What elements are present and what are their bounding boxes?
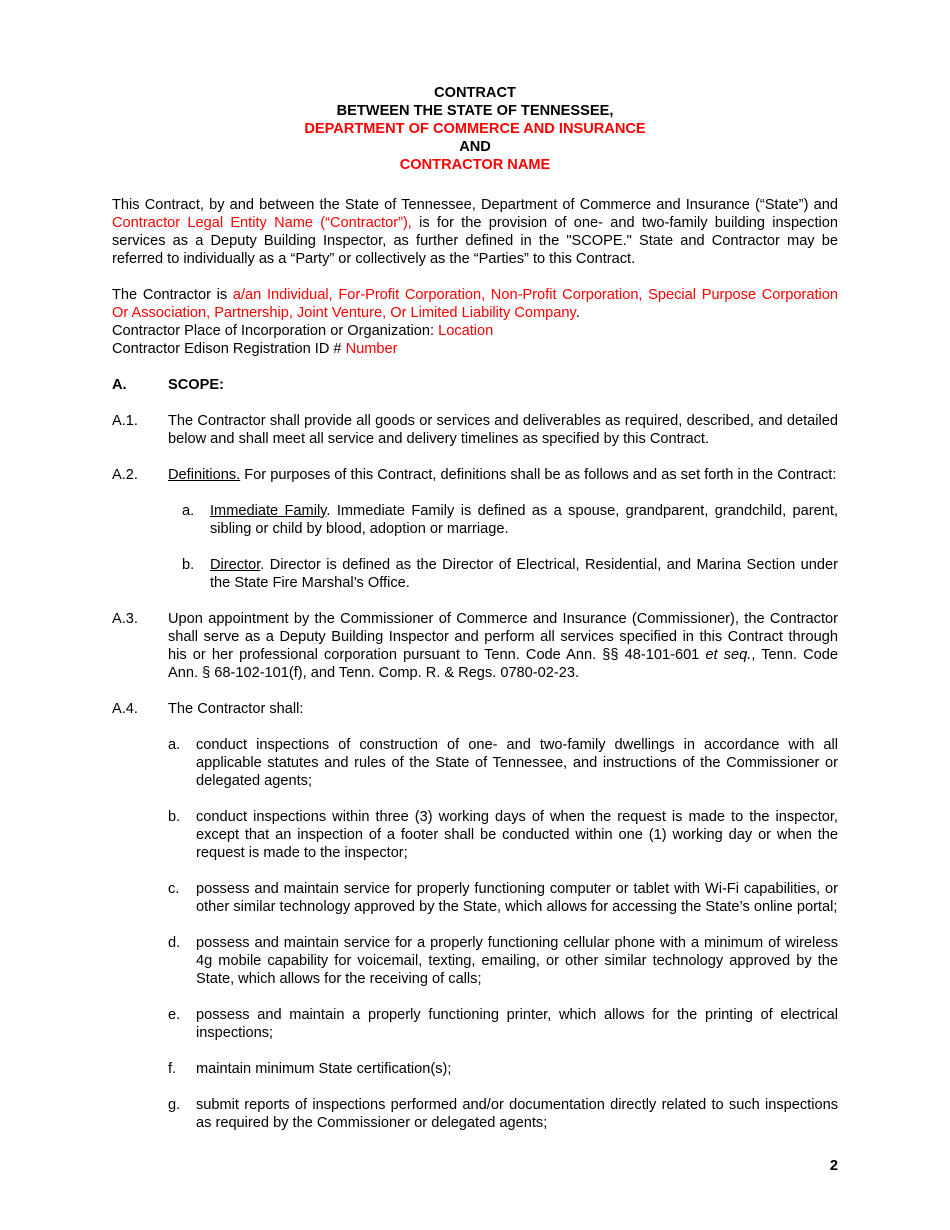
contractor-type-period: . (575, 305, 580, 321)
defined-term: Director (210, 557, 261, 573)
contractor-legal-name-placeholder: Contractor Legal Entity Name (“Contractor”), (112, 215, 412, 231)
duty-item (168, 1006, 838, 1042)
item-letter: b. (168, 809, 181, 825)
duty-item (168, 808, 838, 862)
definitions-heading: Definitions. (168, 467, 241, 483)
title-line-contractor-name: CONTRACTOR NAME (399, 157, 551, 173)
clause-a4 (112, 700, 838, 718)
intro-text-a: This Contract, by and between the State of Tennessee, Department of Commerce and Insurance (“State”) and (112, 197, 838, 213)
definition-item (182, 502, 838, 538)
clause-number: A.4. (112, 701, 138, 717)
duty-item (168, 736, 838, 790)
item-letter: a. (168, 737, 181, 753)
title-line-contract: CONTRACT (434, 85, 516, 101)
duty-item (168, 934, 838, 988)
clause-number: A.1. (112, 413, 138, 429)
item-letter: d. (168, 935, 181, 951)
section-number: A. (112, 377, 127, 393)
contract-title (112, 84, 838, 174)
item-text (210, 502, 838, 538)
definitions-intro: For purposes of this Contract, definitions shall be as follows and as set forth in the Contract: (240, 467, 837, 483)
section-scope-heading (112, 376, 838, 394)
clause-text-b: , Tenn. Code Ann. § 68-102-101(f), and Tenn. Comp. R. & Regs. 0780-02-23. (168, 647, 838, 681)
clause-number: A.2. (112, 467, 138, 483)
page-number: 2 (829, 1158, 838, 1174)
item-letter: f. (168, 1061, 177, 1077)
clause-text (168, 610, 838, 682)
item-text: possess and maintain service for properly functioning computer or tablet with Wi-Fi capabilities, or other similar technology approved by the State, which allows for accessing the State’s online portal; (196, 881, 838, 915)
clause-text: The Contractor shall provide all goods or services and deliverables as required, described, and detailed below and shall meet all service and delivery timelines as specified by this Contract. (168, 413, 838, 447)
clause-a3 (112, 610, 838, 682)
intro-text-b: is for the provision of one- and two-family building inspection services as a Deputy Building Inspector, as further defined in the "SCOPE." State and Contractor may be referred to individually as a “Party” or collectively as the “Parties” to this Contract. (112, 215, 838, 267)
item-letter: e. (168, 1007, 181, 1023)
item-text (210, 556, 838, 592)
title-line-and: AND (459, 139, 491, 155)
intro-paragraph (112, 196, 838, 268)
clause-a1 (112, 412, 838, 448)
place-of-incorporation (112, 322, 838, 340)
duty-item (168, 1096, 838, 1132)
edison-label: Contractor Edison Registration ID # (112, 341, 346, 357)
definition-item (182, 556, 838, 592)
clause-text-italic: et seq. (705, 647, 752, 663)
section-title: SCOPE: (168, 377, 224, 393)
item-text: possess and maintain a properly functioning printer, which allows for the printing of electrical inspections; (196, 1007, 838, 1041)
defined-term: Immediate Family (210, 503, 327, 519)
clause-number: A.3. (112, 611, 138, 627)
duty-item (168, 1060, 838, 1078)
item-letter: b. (182, 557, 195, 573)
clause-text-a: Upon appointment by the Commissioner of Commerce and Insurance (Commissioner), the Contractor shall serve as a Deputy Building Inspector and perform all services specified in this Contract through his or her professional corporation pursuant to Tenn. Code Ann. §§ 48-101-601 (168, 611, 838, 663)
item-text: conduct inspections of construction of one- and two-family dwellings in accordance with all applicable statutes and rules of the State of Tennessee, and instructions of the Commissioner or delegated agents; (196, 737, 838, 789)
place-label: Contractor Place of Incorporation or Organization: (112, 323, 439, 339)
contractor-type-label: The Contractor is (112, 287, 233, 303)
definition-text: . Director is defined as the Director of Electrical, Residential, and Marina Section under the State Fire Marshal’s Office. (210, 557, 838, 591)
place-placeholder: Location (438, 323, 494, 339)
item-letter: c. (168, 881, 180, 897)
item-letter: a. (182, 503, 195, 519)
item-text: maintain minimum State certification(s); (196, 1061, 452, 1077)
item-text: possess and maintain service for a properly functioning cellular phone with a minimum of wireless 4g mobile capability for voicemail, texting, emailing, or other similar technology approved by the State, which allows for the receiving of calls; (196, 935, 838, 987)
document-body (112, 84, 838, 1132)
item-text: conduct inspections within three (3) working days of when the request is made to the inspector, except that an inspection of a footer shall be conducted within one (1) working day or when the request is made to the inspector; (196, 809, 838, 861)
contractor-type-placeholder: a/an Individual, For-Profit Corporation, Non-Profit Corporation, Special Purpose Corporation Or Association, Partnership, Joint Venture, Or Limited Liability Company (112, 287, 838, 321)
item-letter: g. (168, 1097, 181, 1113)
item-text: submit reports of inspections performed and/or documentation directly related to such inspections as required by the Commissioner or delegated agents; (196, 1097, 838, 1131)
duty-item (168, 880, 838, 916)
contractor-type-paragraph (112, 286, 838, 322)
edison-registration (112, 340, 838, 358)
title-line-state: BETWEEN THE STATE OF TENNESSEE, (336, 103, 614, 119)
clause-a2 (112, 466, 838, 484)
edison-placeholder: Number (345, 341, 398, 357)
clause-text: The Contractor shall: (168, 701, 304, 717)
definition-text: . Immediate Family is defined as a spouse, grandparent, grandchild, parent, sibling or child by blood, adoption or marriage. (210, 503, 838, 537)
title-line-department: DEPARTMENT OF COMMERCE AND INSURANCE (304, 121, 646, 137)
clause-text (168, 466, 838, 484)
